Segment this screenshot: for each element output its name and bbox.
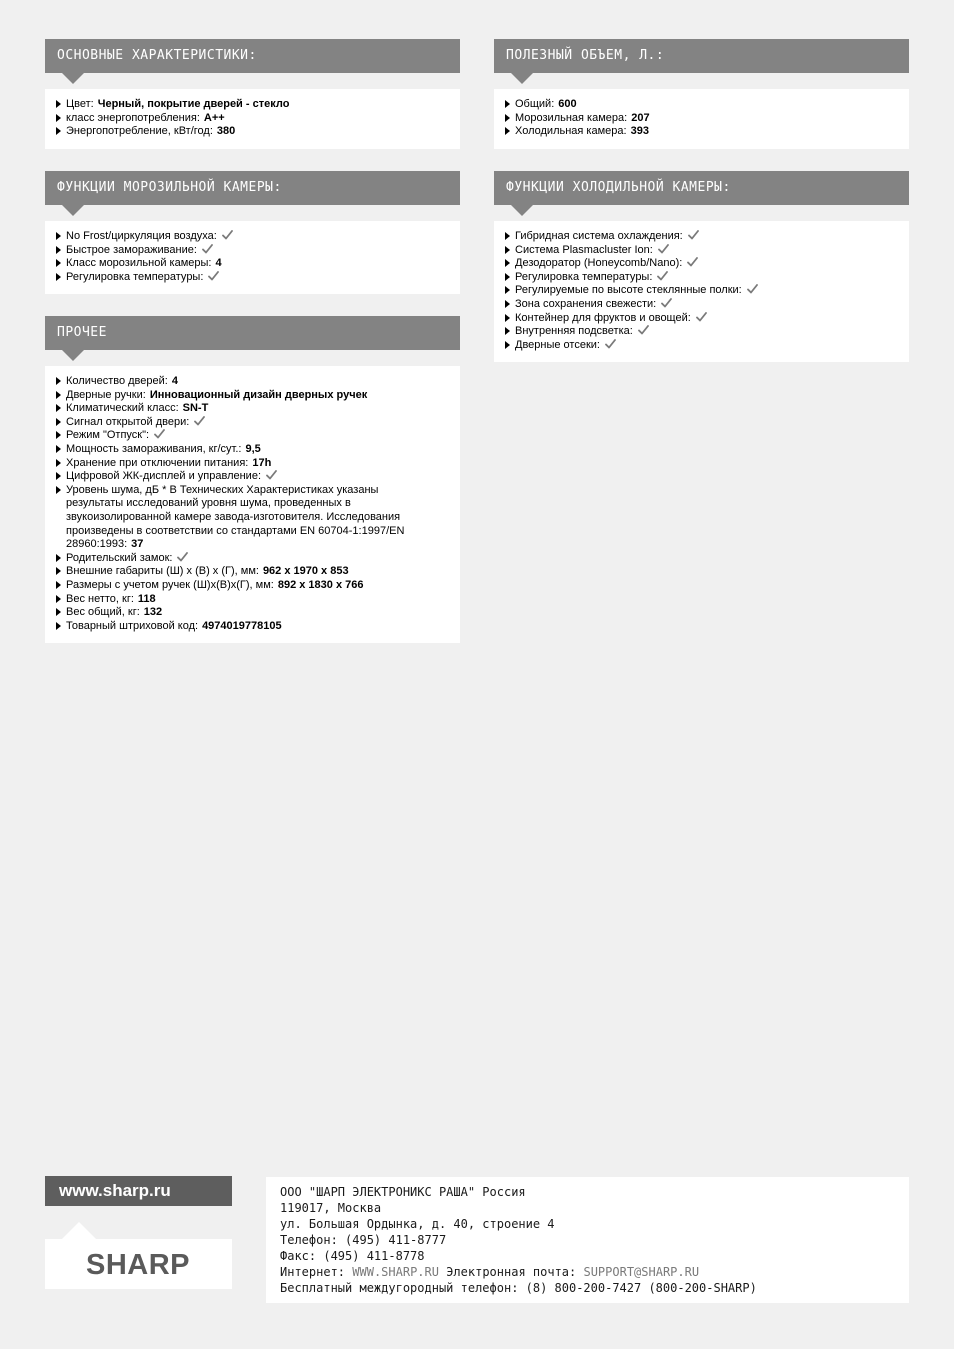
spec-item <box>55 257 450 271</box>
spec-label: Вес общий, кг: <box>66 606 140 619</box>
main-specs-header <box>45 39 460 73</box>
bullet-arrow-icon <box>56 259 61 267</box>
header-pointer <box>62 205 84 216</box>
spec-label: Родительский замок: <box>66 551 173 564</box>
spec-label: Дезодоратор (Honeycomb/Nano): <box>515 257 683 270</box>
spec-item <box>504 298 899 312</box>
spec-item <box>504 125 899 139</box>
spec-label: Режим "Отпуск": <box>66 429 150 442</box>
header-pointer <box>511 205 533 216</box>
spec-label: No Frost/циркуляция воздуха: <box>66 230 217 242</box>
spec-value: 9,5 <box>245 442 261 455</box>
bullet-arrow-icon <box>56 472 61 480</box>
bullet-arrow-icon <box>505 314 510 322</box>
bullet-arrow-icon <box>56 377 61 385</box>
spec-item <box>55 375 420 389</box>
spec-item <box>55 484 420 552</box>
checkmark-icon <box>638 325 649 335</box>
company-phone: Телефон: (495) 411-8777 <box>280 1233 447 1247</box>
company-name: ООО "ШАРП ЭЛЕКТРОНИКС РАША" Россия <box>280 1185 526 1199</box>
checkmark-icon <box>605 339 616 349</box>
email-link[interactable]: SUPPORT@SHARP.RU <box>583 1265 700 1279</box>
spec-item <box>55 606 420 620</box>
freezer-body <box>45 221 460 294</box>
spec-value: 4 <box>215 257 222 270</box>
volume-title: ПОЛЕЗНЫЙ ОБЪЕМ, Л.: <box>506 48 665 63</box>
bullet-arrow-icon <box>56 127 61 135</box>
other-title: ПРОЧЕЕ <box>57 325 107 340</box>
spec-value: 132 <box>143 606 163 619</box>
spec-label: Внешние габариты (Ш) х (В) х (Г), мм: <box>66 565 259 578</box>
spec-label: класс энергопотребления: <box>66 111 200 124</box>
spec-item <box>55 593 420 607</box>
spec-label: Дверные ручки: <box>66 388 146 401</box>
spec-item <box>55 579 420 593</box>
contact-block <box>266 1177 909 1303</box>
header-pointer <box>62 73 84 84</box>
spec-label: Регулируемые по высоте стеклянные полки: <box>515 284 742 297</box>
spec-value: 118 <box>137 592 156 605</box>
sharp-logo <box>45 1239 232 1289</box>
spec-item <box>504 271 899 285</box>
spec-item <box>504 312 899 326</box>
checkmark-icon <box>222 230 233 240</box>
spec-item <box>55 620 420 634</box>
header-pointer <box>511 73 533 84</box>
fridge-panel <box>494 171 909 362</box>
spec-label: Климатический класс: <box>66 402 179 415</box>
spec-item <box>504 325 899 339</box>
spec-value: 4 <box>171 375 178 387</box>
spec-item <box>504 230 899 244</box>
bullet-arrow-icon <box>505 246 510 254</box>
checkmark-icon <box>658 244 669 254</box>
spec-value: 4974019778105 <box>202 619 282 632</box>
spec-label: Гибридная система охлаждения: <box>515 230 683 242</box>
spec-label: Контейнер для фруктов и овощей: <box>515 311 691 324</box>
spec-label: Размеры с учетом ручек (Ш)х(В)х(Г), мм: <box>66 578 274 591</box>
spec-label: Общий: <box>515 98 555 110</box>
bullet-arrow-icon <box>56 100 61 108</box>
freezer-header <box>45 171 460 205</box>
bullet-arrow-icon <box>505 273 510 281</box>
fridge-header <box>494 171 909 205</box>
spec-label: Сигнал открытой двери: <box>66 415 190 428</box>
spec-item <box>504 284 899 298</box>
company-street: ул. Большая Ордынка, д. 40, строение 4 <box>280 1217 555 1231</box>
freezer-panel <box>45 171 460 294</box>
bullet-arrow-icon <box>505 114 510 122</box>
spec-label: Регулировка температуры: <box>66 270 204 283</box>
spec-item <box>504 257 899 271</box>
checkmark-icon <box>202 244 213 254</box>
other-panel <box>45 316 460 643</box>
other-body <box>45 366 460 643</box>
spec-item <box>55 230 450 244</box>
internet-line <box>280 1264 895 1280</box>
spec-value: 17h <box>252 456 272 469</box>
volume-header <box>494 39 909 73</box>
bullet-arrow-icon <box>56 608 61 616</box>
main-specs-title: ОСНОВНЫЕ ХАРАКТЕРИСТИКИ: <box>57 48 257 63</box>
spec-value: 380 <box>216 125 236 138</box>
spec-item <box>55 112 450 126</box>
spec-item <box>55 98 450 112</box>
spec-value: 962 x 1970 x 853 <box>262 565 349 578</box>
checkmark-icon <box>687 257 698 267</box>
spec-item <box>55 402 420 416</box>
internet-label: Интернет: <box>280 1265 346 1279</box>
bullet-arrow-icon <box>56 418 61 426</box>
spec-item <box>504 244 899 258</box>
spec-label: Энергопотребление, кВт/год: <box>66 125 213 138</box>
bullet-arrow-icon <box>56 567 61 575</box>
fridge-list <box>504 230 899 352</box>
fridge-body <box>494 221 909 362</box>
main-specs-body <box>45 89 460 149</box>
bullet-arrow-icon <box>56 581 61 589</box>
checkmark-icon <box>688 230 699 240</box>
bullet-arrow-icon <box>56 273 61 281</box>
header-pointer <box>62 350 84 361</box>
checkmark-icon <box>194 416 205 426</box>
spec-item <box>55 244 450 258</box>
checkmark-icon <box>154 429 165 439</box>
company-city: 119017, Москва <box>280 1201 382 1215</box>
spec-label: Уровень шума, дБ * В Технических Характеристиках указаны результаты исследований уровня шума, проведенных в звукоизолированной камере завода-изготовителя. Исследования произведены в соответствии со стандартами EN 60704-1:1997/EN 28960:1993: <box>66 483 405 551</box>
spec-label: Хранение при отключении питания: <box>66 456 249 469</box>
checkmark-icon <box>657 271 668 281</box>
spec-value: SN-T <box>182 402 209 415</box>
bullet-arrow-icon <box>505 327 510 335</box>
main-specs-panel <box>45 39 460 149</box>
spec-value: A++ <box>203 111 225 124</box>
bullet-arrow-icon <box>505 232 510 240</box>
logo-pointer <box>62 1222 96 1239</box>
spec-label: Дверные отсеки: <box>515 338 600 351</box>
spec-item <box>504 339 899 353</box>
bullet-arrow-icon <box>505 100 510 108</box>
spec-item <box>55 457 420 471</box>
spec-label: Цвет: <box>66 98 94 110</box>
bullet-arrow-icon <box>56 404 61 412</box>
bullet-arrow-icon <box>505 259 510 267</box>
other-list <box>55 375 420 633</box>
spec-label: Зона сохранения свежести: <box>515 297 657 310</box>
volume-body <box>494 89 909 149</box>
main-specs-list <box>55 98 450 139</box>
spec-label: Мощность замораживания, кг/сут.: <box>66 442 242 455</box>
spec-item <box>504 98 899 112</box>
spec-label: Класс морозильной камеры: <box>66 257 212 270</box>
sharp-logo-image <box>45 1239 232 1289</box>
spec-value: 37 <box>131 538 144 551</box>
freezer-title: ФУНКЦИИ МОРОЗИЛЬНОЙ КАМЕРЫ: <box>57 180 282 195</box>
bullet-arrow-icon <box>505 127 510 135</box>
spec-item <box>504 112 899 126</box>
volume-panel <box>494 39 909 149</box>
spec-value: 207 <box>631 111 650 124</box>
bullet-arrow-icon <box>56 246 61 254</box>
other-header <box>45 316 460 350</box>
checkmark-icon <box>661 298 672 308</box>
checkmark-icon <box>177 552 188 562</box>
internet-link[interactable]: WWW.SHARP.RU <box>352 1265 439 1279</box>
bullet-arrow-icon <box>56 114 61 122</box>
spec-item <box>55 552 420 566</box>
spec-value: 600 <box>558 98 577 110</box>
spec-item <box>55 470 420 484</box>
spec-label: Количество дверей: <box>66 375 168 387</box>
bullet-arrow-icon <box>505 300 510 308</box>
spec-item <box>55 565 420 579</box>
bullet-arrow-icon <box>505 341 510 349</box>
spec-label: Товарный штриховой код: <box>66 619 199 632</box>
spec-value: 393 <box>630 125 649 138</box>
spec-label: Система Plasmacluster Ion: <box>515 243 653 256</box>
volume-list <box>504 98 899 139</box>
bullet-arrow-icon <box>56 232 61 240</box>
checkmark-icon <box>747 284 758 294</box>
spec-label: Внутренняя подсветка: <box>515 325 633 338</box>
fridge-title: ФУНКЦИИ ХОЛОДИЛЬНОЙ КАМЕРЫ: <box>506 180 731 195</box>
spec-item <box>55 271 450 285</box>
bullet-arrow-icon <box>56 431 61 439</box>
spec-label: Цифровой ЖК-дисплей и управление: <box>66 470 262 483</box>
spec-value: Инновационный дизайн дверных ручек <box>149 388 368 401</box>
checkmark-icon <box>696 312 707 322</box>
bullet-arrow-icon <box>56 554 61 562</box>
bullet-arrow-icon <box>56 459 61 467</box>
spec-label: Морозильная камера: <box>515 111 628 124</box>
bullet-arrow-icon <box>56 486 61 494</box>
spec-item <box>55 389 420 403</box>
sharp-logo-text: SHARP <box>85 1249 191 1281</box>
spec-item <box>55 125 450 139</box>
freezer-list <box>55 230 450 284</box>
spec-value: Черный, покрытие дверей - стекло <box>97 98 290 110</box>
checkmark-icon <box>208 271 219 281</box>
spec-item <box>55 429 420 443</box>
website-link[interactable]: www.sharp.ru <box>45 1176 232 1206</box>
spec-label: Регулировка температуры: <box>515 270 653 283</box>
spec-value: 892 x 1830 x 766 <box>277 578 364 591</box>
free-phone: Бесплатный междугородный телефон: (8) 800-200-7427 (800-200-SHARP) <box>280 1281 757 1295</box>
spec-item <box>55 443 420 457</box>
bullet-arrow-icon <box>56 445 61 453</box>
company-fax: Факс: (495) 411-8778 <box>280 1249 425 1263</box>
spec-item <box>55 416 420 430</box>
checkmark-icon <box>266 470 277 480</box>
email-label: Электронная почта: <box>446 1265 577 1279</box>
spec-label: Быстрое замораживание: <box>66 243 197 256</box>
bullet-arrow-icon <box>505 286 510 294</box>
bullet-arrow-icon <box>56 595 61 603</box>
bullet-arrow-icon <box>56 391 61 399</box>
spec-label: Холодильная камера: <box>515 125 627 138</box>
spec-label: Вес нетто, кг: <box>66 592 134 605</box>
bullet-arrow-icon <box>56 622 61 630</box>
